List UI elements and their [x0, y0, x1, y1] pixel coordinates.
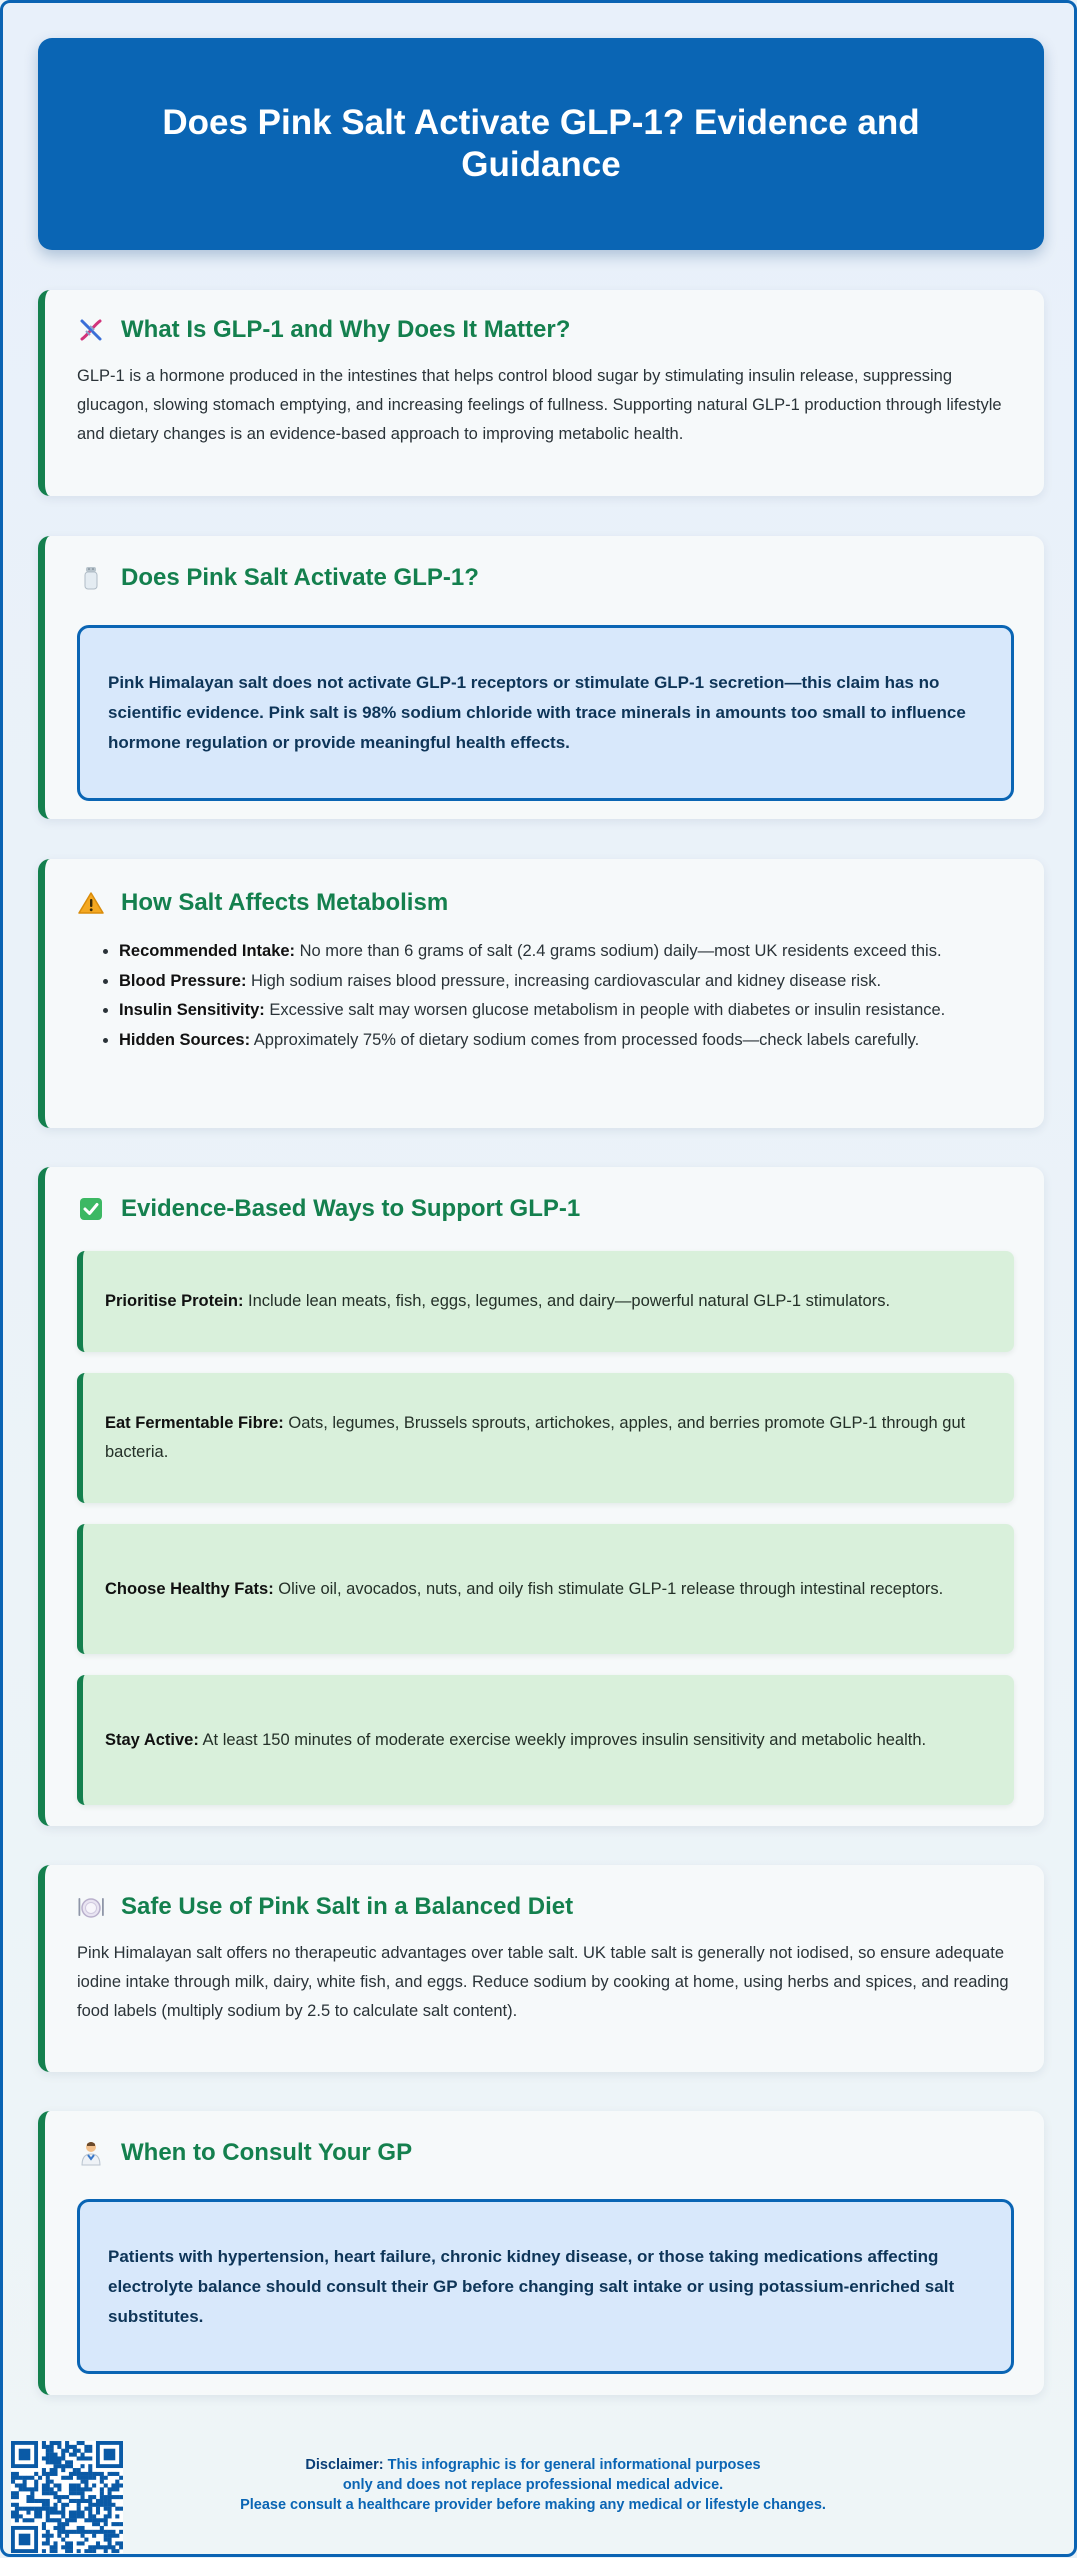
doctor-icon [77, 2139, 105, 2167]
gp-callout [77, 2199, 1014, 2374]
section-heading: When to Consult Your GP [121, 2139, 413, 2166]
section-heading-row [77, 1189, 1014, 1229]
item-text: Approximately 75% of dietary sodium comes from processed foods—check labels carefully. [250, 1030, 920, 1049]
tip-text: Oats, legumes, Brussels sprouts, artichokes, apples, and berries promote GLP-1 through gut bacteria. [105, 1414, 966, 1461]
item-text: No more than 6 grams of salt (2.4 grams sodium) daily—most UK residents exceed this. [295, 942, 942, 960]
tip-text: Include lean meats, fish, eggs, legumes, and dairy—powerful natural GLP-1 stimulators. [243, 1292, 891, 1310]
page-title: Does Pink Salt Activate GLP-1? Evidence and Guidance [162, 103, 920, 184]
section-consult-gp [38, 2111, 1044, 2395]
metabolism-list [77, 937, 1014, 1055]
section-does-pink-salt-activate [38, 536, 1044, 819]
section-heading-row [77, 1887, 1014, 1927]
disclaimer-label: Disclaimer: [305, 2457, 384, 2473]
section-salt-metabolism [38, 859, 1044, 1128]
callout-text: Pink Himalayan salt does not activate GLP-1 receptors or stimulate GLP-1 secretion—this claim has no scientific evidence. Pink salt is 98% sodium chloride with trace minerals in amounts too small to influence hormone regulation or provide meaningful health effects. [108, 673, 966, 752]
section-heading-row [77, 558, 1014, 598]
disclaimer-line-3: Please consult a healthcare provider before making any medical or lifestyle changes. [240, 2497, 826, 2513]
dna-icon [77, 316, 105, 344]
tip-label: Stay Active: [105, 1730, 199, 1749]
item-label: Insulin Sensitivity: [119, 1001, 265, 1019]
tip-text: At least 150 minutes of moderate exercise weekly improves insulin sensitivity and metabolic health. [198, 1730, 927, 1749]
tip-label: Eat Fermentable Fibre: [105, 1414, 284, 1432]
item-label: Blood Pressure: [119, 971, 247, 990]
section-heading: How Salt Affects Metabolism [121, 889, 449, 916]
tip-text-row [105, 1409, 992, 1467]
list-item [119, 1026, 1014, 1056]
item-text: High sodium raises blood pressure, increasing cardiovascular and kidney disease risk. [246, 971, 882, 990]
tip-text-row [105, 1575, 943, 1604]
disclaimer [183, 2455, 883, 2515]
item-label: Recommended Intake: [119, 942, 296, 960]
section-heading-row [77, 310, 1014, 350]
tip-text-row [105, 1726, 926, 1755]
section-heading: Does Pink Salt Activate GLP-1? [121, 564, 479, 591]
tip-text: Olive oil, avocados, nuts, and oily fish stimulate GLP-1 release through intestinal receptors. [273, 1579, 944, 1598]
tip-label: Choose Healthy Fats: [105, 1579, 274, 1598]
tip-label: Prioritise Protein: [105, 1292, 244, 1310]
section-body: GLP-1 is a hormone produced in the intestines that helps control blood sugar by stimulating insulin release, suppressing glucagon, slowing stomach emptying, and increasing feelings of fullness. Supporting natural GLP-1 production through lifestyle and dietary changes is an evidence-based approach to improving metabolic health. [77, 367, 1002, 443]
section-heading-row [77, 2133, 1014, 2173]
tip-card [77, 1675, 1014, 1805]
tips-list [77, 1251, 1014, 1805]
title-banner [38, 38, 1044, 250]
disclaimer-text: This infographic is for general informational purposes [383, 2457, 761, 2473]
disclaimer-line-2: only and does not replace professional medical advice. [342, 2477, 724, 2493]
salt-shaker-icon [77, 564, 105, 592]
item-label: Hidden Sources: [119, 1030, 251, 1049]
section-heading: Evidence-Based Ways to Support GLP-1 [121, 1195, 581, 1222]
qr-code-icon[interactable] [11, 2441, 123, 2553]
list-item [119, 967, 1014, 997]
check-mark-icon [77, 1195, 105, 1223]
item-text: Excessive salt may worsen glucose metabolism in people with diabetes or insulin resistance. [264, 1001, 946, 1019]
tip-card [77, 1373, 1014, 1503]
tip-card [77, 1524, 1014, 1654]
plate-icon [77, 1893, 105, 1921]
evidence-callout [77, 625, 1014, 801]
tip-card [77, 1251, 1014, 1352]
list-item [119, 996, 1014, 1026]
section-heading: What Is GLP-1 and Why Does It Matter? [121, 316, 571, 343]
list-item [119, 937, 1014, 967]
section-heading: Safe Use of Pink Salt in a Balanced Diet [121, 1893, 574, 1920]
callout-text: Patients with hypertension, heart failure, chronic kidney disease, or those taking medications affecting electrolyte balance should consult their GP before changing salt intake or using potassium-enriched salt substitutes. [108, 2246, 955, 2326]
footer [3, 2428, 1077, 2548]
tip-text-row [105, 1287, 890, 1316]
section-support-glp1 [38, 1167, 1044, 1826]
section-what-is-glp1 [38, 290, 1044, 496]
section-body: Pink Himalayan salt offers no therapeutic advantages over table salt. UK table salt is generally not iodised, so ensure adequate iodine intake through milk, dairy, white fish, and eggs. Reduce sodium by cooking at home, using herbs and spices, and reading food labels (multiply sodium by 2.5 to calculate salt content). [77, 1944, 1009, 2020]
warning-icon [77, 889, 105, 917]
disclaimer-line-1 [183, 2455, 883, 2475]
section-heading-row [77, 883, 1014, 923]
section-safe-use [38, 1865, 1044, 2072]
